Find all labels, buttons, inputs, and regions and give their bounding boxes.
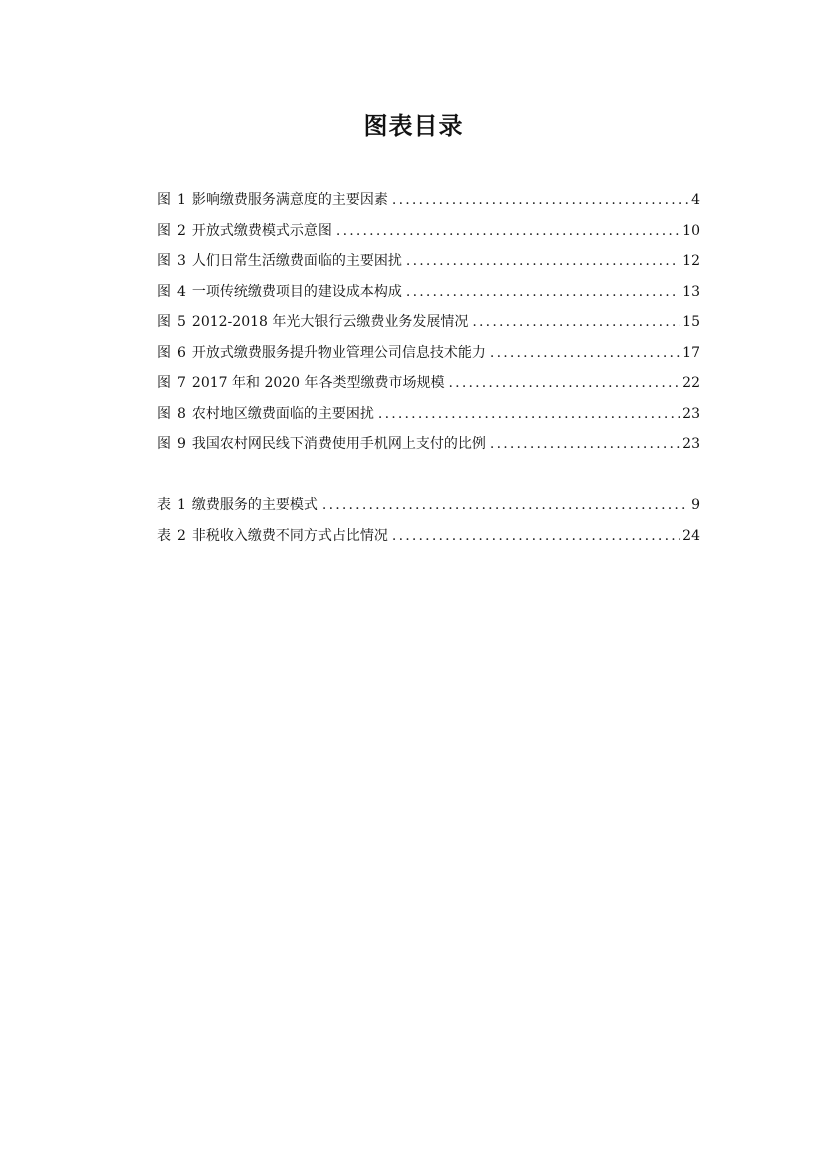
entry-label <box>157 312 472 332</box>
toc-entry-figure-9[interactable] <box>157 434 700 465</box>
entry-label <box>157 282 406 302</box>
toc-entry-figure-4[interactable] <box>157 282 700 313</box>
entry-text: 我国农村网民线下消费使用手机网上支付的比例 <box>191 436 486 452</box>
entry-text: 缴费服务的主要模式 <box>191 497 318 513</box>
entry-prefix: 图 <box>157 375 171 391</box>
page-title: 图表目录 <box>363 112 464 140</box>
dot-leader <box>406 282 680 302</box>
toc-entry-figure-1[interactable] <box>157 190 700 221</box>
entry-text: 非税收入缴费不同方式占比情况 <box>191 527 388 544</box>
entry-label <box>157 251 406 271</box>
entry-label <box>157 434 490 454</box>
toc-entry-figure-3[interactable] <box>157 251 700 282</box>
entry-label <box>157 373 449 393</box>
entry-label <box>157 495 322 515</box>
entry-label <box>157 404 378 424</box>
entry-prefix: 图 <box>157 222 171 239</box>
entry-number: 2 <box>177 222 186 239</box>
figure-list <box>157 190 700 465</box>
entry-text: 2012-2018 年光大银行云缴费业务发展情况 <box>191 314 469 330</box>
dot-leader <box>490 434 680 454</box>
dot-leader <box>378 404 680 424</box>
entry-text: 农村地区缴费面临的主要困扰 <box>191 405 374 422</box>
entry-page: 17 <box>682 344 700 361</box>
entry-label <box>157 190 392 210</box>
entry-label <box>157 221 336 241</box>
entry-prefix: 图 <box>157 253 171 269</box>
entry-prefix: 图 <box>157 192 171 208</box>
entry-number: 2 <box>177 527 186 544</box>
dot-leader <box>322 495 689 515</box>
toc-entry-table-1[interactable] <box>157 495 700 526</box>
entry-page: 24 <box>682 527 700 544</box>
entry-prefix: 表 <box>157 497 171 513</box>
entry-number: 1 <box>177 497 186 513</box>
entry-text: 人们日常生活缴费面临的主要困扰 <box>191 253 402 269</box>
entry-page: 23 <box>682 405 700 422</box>
dot-leader <box>336 221 680 241</box>
table-list <box>157 495 700 556</box>
entry-prefix: 表 <box>157 527 171 544</box>
dot-leader <box>406 251 680 271</box>
entry-text: 2017 年和 2020 年各类型缴费市场规模 <box>191 375 445 391</box>
entry-prefix: 图 <box>157 405 171 422</box>
entry-prefix: 图 <box>157 344 171 361</box>
entry-page: 12 <box>682 253 700 269</box>
toc-entry-figure-2[interactable] <box>157 221 700 252</box>
entry-page: 13 <box>682 283 700 300</box>
toc-entry-figure-8[interactable] <box>157 404 700 435</box>
entry-page: 10 <box>682 222 700 239</box>
entry-number: 8 <box>177 405 186 422</box>
entry-page: 4 <box>691 192 700 208</box>
entry-page: 9 <box>691 497 700 513</box>
toc-entry-figure-5[interactable] <box>157 312 700 343</box>
entry-text: 影响缴费服务满意度的主要因素 <box>191 192 388 208</box>
entry-page: 23 <box>682 436 700 452</box>
entry-number: 3 <box>177 253 186 269</box>
entry-prefix: 图 <box>157 283 171 300</box>
toc-entry-table-2[interactable] <box>157 526 700 557</box>
dot-leader <box>392 526 680 546</box>
entry-label <box>157 526 392 546</box>
entry-text: 一项传统缴费项目的建设成本构成 <box>191 283 402 300</box>
dot-leader <box>392 190 689 210</box>
entry-page: 22 <box>682 375 700 391</box>
entry-prefix: 图 <box>157 436 171 452</box>
entry-number: 9 <box>177 436 186 452</box>
entry-number: 7 <box>177 375 186 391</box>
entry-text: 开放式缴费服务提升物业管理公司信息技术能力 <box>191 344 486 361</box>
dot-leader <box>472 312 680 332</box>
dot-leader <box>490 343 680 363</box>
entry-number: 1 <box>177 192 186 208</box>
toc-entry-figure-7[interactable] <box>157 373 700 404</box>
dot-leader <box>449 373 681 393</box>
entry-number: 4 <box>177 283 186 300</box>
entry-page: 15 <box>682 314 700 330</box>
entry-number: 6 <box>177 344 186 361</box>
entry-text: 开放式缴费模式示意图 <box>191 222 332 239</box>
toc-entry-figure-6[interactable] <box>157 343 700 374</box>
entry-number: 5 <box>177 314 186 330</box>
entry-prefix: 图 <box>157 314 171 330</box>
entry-label <box>157 343 490 363</box>
